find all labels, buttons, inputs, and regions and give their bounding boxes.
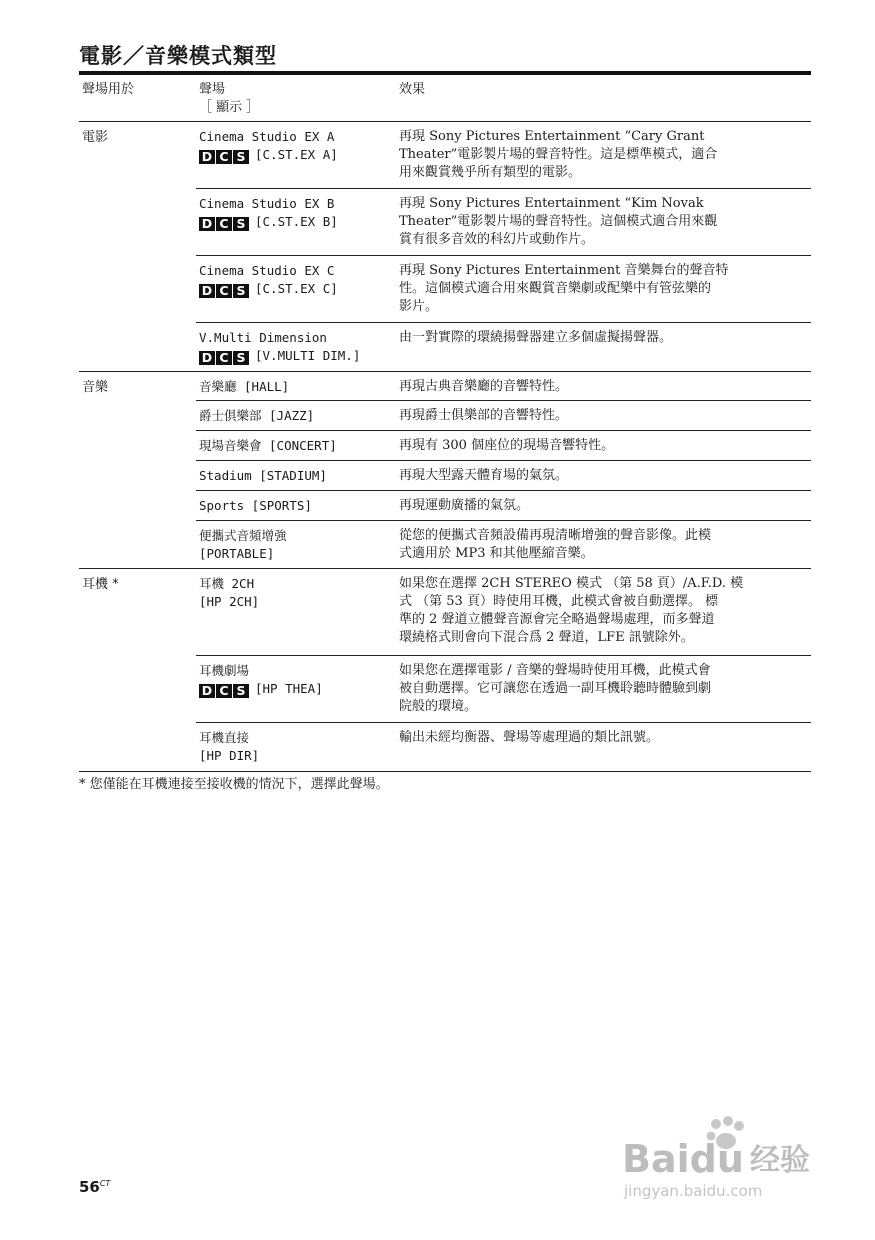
display-code: [V.MULTI DIM.] [255,348,361,363]
display-code: [C.ST.EX B] [255,214,338,229]
table-row [196,722,811,771]
group-label: 音樂 [82,380,109,395]
header-sound-field-line2: ［ 顯示 ］ [199,100,260,115]
dcs-logo-icon: D C S [199,284,250,298]
group-headphones [79,569,811,772]
effect-text: 再現古典音樂廳的音響特性。 [399,379,569,394]
sound-field-name: 現場音樂會 [CONCERT] [199,438,337,453]
effect-text: 再現有 300 個座位的現場音響特性。 [399,438,615,453]
table-row [196,122,811,188]
sound-field-name: 音樂廳 [HALL] [199,379,290,394]
sound-field-name: 耳機 2CH [HP 2CH] [199,576,260,609]
dcs-logo-icon: D C S [199,217,250,231]
effect-text: 由一對實際的環繞揚聲器建立多個虛擬揚聲器。 [399,330,673,345]
effect-text: 輸出未經均衡器、聲場等處理過的類比訊號。 [399,730,660,745]
table-row [196,655,811,722]
sound-field-name: 爵士俱樂部 [JAZZ] [199,408,315,423]
header-sound-field-line1: 聲場 [199,82,226,97]
sound-field-name: Cinema Studio EX A D C S [C.ST.EX A] [199,129,338,164]
sound-field-name: V.Multi Dimension D C S [V.MULTI DIM.] [199,330,361,365]
effect-text: 再現 Sony Pictures Entertainment 音樂舞台的聲音特 性。這個模式適合用來觀賞音樂劇或配樂中有管弦樂的 影片。 [399,263,729,314]
footnote: * 您僅能在耳機連接至接收機的情況下，選擇此聲場。 [79,777,389,792]
display-code: [HP THEA] [255,681,323,696]
effect-text: 如果您在選擇 2CH STEREO 模式 （第 58 頁）/A.F.D. 模 式 （第 53 頁）時使用耳機，此模式會被自動選擇。 標 準的 2 聲道立體聲音源會完全略過聲場處理，而多聲道 環繞格式則會向下混合爲 2 聲道，LFE 訊號除外。 [399,576,744,645]
header-effect: 效果 [399,82,426,97]
baidu-jingyan-watermark [618,1112,828,1207]
sound-field-name: Cinema Studio EX C D C S [C.ST.EX C] [199,263,338,298]
display-code: [C.ST.EX A] [255,147,338,162]
table-row [196,188,811,255]
table-header [79,75,811,122]
sound-field-name: 耳機劇場 D C S [HP THEA] [199,663,323,698]
page-suffix: CT [99,1179,111,1188]
sound-field-name: Sports [SPORTS] [199,498,312,513]
effect-text: 再現 Sony Pictures Entertainment “Kim Novak Theater”電影製片場的聲音特性。這個模式適合用來觀 賞有很多音效的科幻片或動作片。 [399,196,718,247]
group-label: 電影 [82,130,109,145]
group-label: 耳機 * [82,577,119,592]
table-row [196,569,811,655]
effect-text: 再現 Sony Pictures Entertainment “Cary Grant Theater”電影製片場的聲音特性。這是標準模式，適合 用來觀賞幾乎所有類型的電影。 [399,129,718,180]
effect-text: 再現爵士俱樂部的音響特性。 [399,408,569,423]
page-title: 電影／音樂模式類型 [79,44,277,68]
group-movie [79,122,811,372]
display-code: [C.ST.EX C] [255,281,338,296]
effect-text: 從您的便攜式音頻設備再現清晰增強的聲音影像。此模 式適用於 MP3 和其他壓縮音樂。 [399,528,712,561]
sound-field-name: Stadium [STADIUM] [199,468,327,483]
group-music [79,372,811,569]
table-row [196,372,811,400]
sound-field-name: 耳機直接 [HP DIR] [199,730,260,763]
sound-field-table [79,75,811,772]
table-row [196,322,811,371]
table-row [196,460,811,490]
header-used-for: 聲場用於 [82,82,135,97]
page-number: $56^{CT}$ [79,1178,111,1196]
header-sound-field [199,81,259,117]
table-row [196,255,811,322]
table-row [196,400,811,430]
effect-text: 再現大型露天體育場的氣氛。 [399,468,569,483]
watermark-brand: Baidu [622,1137,744,1181]
dcs-logo-icon: D C S [199,150,250,164]
sound-field-name: Cinema Studio EX B D C S [C.ST.EX B] [199,196,338,231]
table-row [196,520,811,568]
table-row [196,430,811,460]
watermark-jingyan: 经验 [750,1143,810,1178]
sound-field-name: 便攜式音頻增強 [PORTABLE] [199,528,287,561]
dcs-logo-icon: D C S [199,351,250,365]
effect-text: 再現運動廣播的氣氛。 [399,498,530,513]
watermark-url: jingyan.baidu.com [624,1182,763,1200]
dcs-logo-icon: D C S [199,684,250,698]
effect-text: 如果您在選擇電影 / 音樂的聲場時使用耳機，此模式會 被自動選擇。它可讓您在透過一副耳機聆聽時體驗到劇 院般的環境。 [399,663,712,714]
table-row [196,490,811,520]
